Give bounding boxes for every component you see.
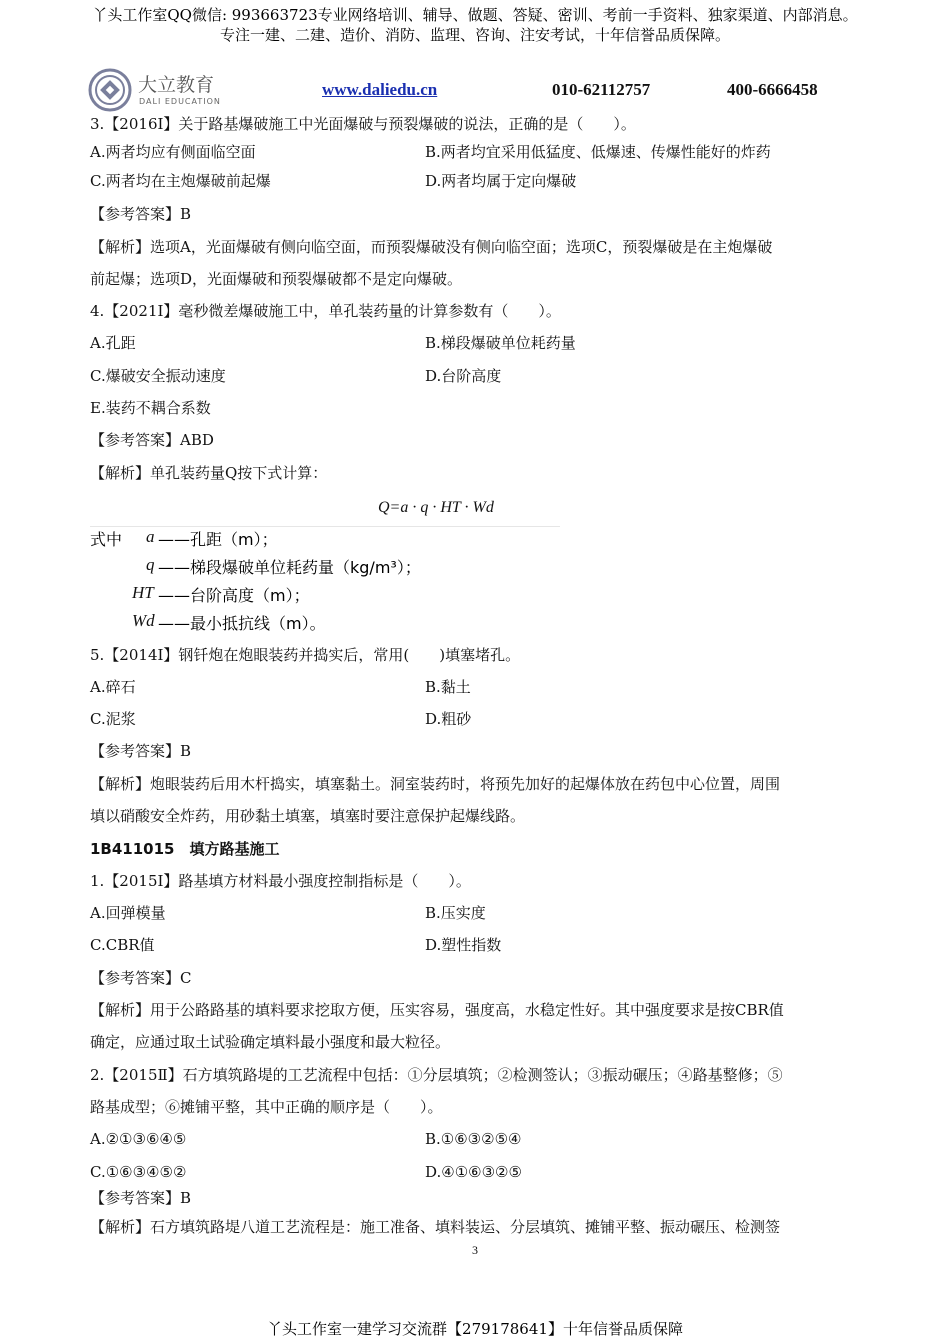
q3-analysis-line-1: 【解析】选项A，光面爆破有侧向临空面，而预裂爆破没有侧向临空面；选项C，预裂爆破是在主炮爆破 xyxy=(90,238,773,256)
watermark-top-line-2: 专注一建、二建、造价、消防、监理、咨询、注安考试，十年信誉品质保障。 xyxy=(219,26,730,44)
s2-option-d: D.④①⑥③②⑤ xyxy=(425,1163,522,1181)
logo-chinese-name: 大立教育 xyxy=(138,74,215,96)
website-link[interactable]: www.daliedu.cn xyxy=(322,80,438,99)
s2-analysis: 【解析】石方填筑路堤八道工艺流程是：施工准备、填料装运、分层填筑、摊铺平整、振动碾压、检测签 xyxy=(90,1218,781,1236)
var-a-desc: ——孔距（m）； xyxy=(158,530,278,549)
q4-option-d: D.台阶高度 xyxy=(425,367,502,385)
q3-analysis-line-2: 前起爆；选项D，光面爆破和预裂爆破都不是定向爆破。 xyxy=(90,270,463,288)
var-q-desc: ——梯段爆破单位耗药量（kg/m³）； xyxy=(158,558,421,577)
dali-logo-icon xyxy=(88,68,132,112)
q5-option-d: D.粗砂 xyxy=(425,710,472,728)
page-number: 3 xyxy=(472,1243,478,1257)
logo-english-name: DALI EDUCATION xyxy=(139,97,221,106)
s1-option-c: C.CBR值 xyxy=(90,936,155,954)
s1-option-d: D.塑性指数 xyxy=(425,936,502,954)
s1-option-a: A.回弹模量 xyxy=(90,904,166,922)
q5-analysis-line-1: 【解析】炮眼装药后用木杆捣实，填塞黏土。洞室装药时，将预先加好的起爆体放在药包中心位置，周围 xyxy=(90,775,781,793)
q3-option-b: B.两者均宜采用低猛度、低爆速、传爆性能好的炸药 xyxy=(425,143,771,161)
q5-option-b: B.黏土 xyxy=(425,678,471,696)
var-wd-desc: ——最小抵抗线（m）。 xyxy=(158,614,326,633)
section-heading: 1B411015 填方路基施工 xyxy=(90,840,280,858)
s1-option-b: B.压实度 xyxy=(425,904,486,922)
s1-analysis-line-1: 【解析】用于公路路基的填料要求挖取方便，压实容易，强度高，水稳定性好。其中强度要求是按CBR值 xyxy=(90,1001,784,1019)
watermark-top-line-1: 丫头工作室QQ微信: 993663723专业网络培训、辅导、做题、答疑、密训、考前一手资料、独家渠道、内部消息。 xyxy=(92,6,858,24)
charge-formula: Q=a · q · HT · Wd xyxy=(378,499,494,516)
q5-option-c: C.泥浆 xyxy=(90,710,136,728)
q5-analysis-line-2: 填以硝酸安全炸药，用砂黏土填塞，填塞时要注意保护起爆线路。 xyxy=(90,807,526,825)
var-ht-desc: ——台阶高度（m）； xyxy=(158,586,310,605)
var-ht-symbol: HT xyxy=(132,583,154,602)
q4-option-a: A.孔距 xyxy=(90,334,136,352)
var-a-symbol: a xyxy=(146,527,155,546)
s2-option-b: B.①⑥③②⑤④ xyxy=(425,1130,522,1148)
q4-answer: 【参考答案】ABD xyxy=(90,431,214,449)
q5-answer: 【参考答案】B xyxy=(90,742,192,760)
q3-option-a: A.两者均应有侧面临空面 xyxy=(90,143,256,161)
q4-option-b: B.梯段爆破单位耗药量 xyxy=(425,334,576,352)
q4-analysis: 【解析】单孔装药量Q按下式计算： xyxy=(90,464,328,482)
formula-where-label: 式中 xyxy=(90,530,123,549)
s2-stem-line-1: 2.【2015Ⅱ】石方填筑路堤的工艺流程中包括：①分层填筑；②检测签认；③振动碾压；④路基整修；⑤ xyxy=(90,1066,783,1084)
q5-stem: 5.【2014Ⅰ】钢钎炮在炮眼装药并捣实后，常用( )填塞堵孔。 xyxy=(90,646,521,664)
s2-answer: 【参考答案】B xyxy=(90,1189,192,1207)
var-q-symbol: q xyxy=(146,555,155,574)
s2-option-a: A.②①③⑥④⑤ xyxy=(90,1130,187,1148)
q4-stem: 4.【2021Ⅰ】毫秒微差爆破施工中，单孔装药量的计算参数有（ ）。 xyxy=(90,302,561,320)
s2-stem-line-2: 路基成型；⑥摊铺平整，其中正确的顺序是（ ）。 xyxy=(90,1098,443,1116)
watermark-bottom: 丫头工作室一建学习交流群【279178641】十年信誉品质保障 xyxy=(267,1320,683,1338)
q3-option-c: C.两者均在主炮爆破前起爆 xyxy=(90,172,271,190)
q3-answer: 【参考答案】B xyxy=(90,205,192,223)
s2-option-c: C.①⑥③④⑤② xyxy=(90,1163,187,1181)
phone-number-1: 010-62112757 xyxy=(552,80,651,99)
q4-option-c: C.爆破安全振动速度 xyxy=(90,367,226,385)
q4-option-e: E.装药不耦合系数 xyxy=(90,399,211,417)
q3-option-d: D.两者均属于定向爆破 xyxy=(425,172,577,190)
var-wd-symbol: Wd xyxy=(132,611,155,630)
s1-stem: 1.【2015Ⅰ】路基填方材料最小强度控制指标是（ ）。 xyxy=(90,872,471,890)
s1-answer: 【参考答案】C xyxy=(90,969,192,987)
q3-stem: 3.【2016Ⅰ】关于路基爆破施工中光面爆破与预裂爆破的说法，正确的是（ ）。 xyxy=(90,115,636,133)
q5-option-a: A.碎石 xyxy=(90,678,136,696)
s1-analysis-line-2: 确定，应通过取土试验确定填料最小强度和最大粒径。 xyxy=(90,1033,451,1051)
phone-number-2: 400-6666458 xyxy=(727,80,818,99)
